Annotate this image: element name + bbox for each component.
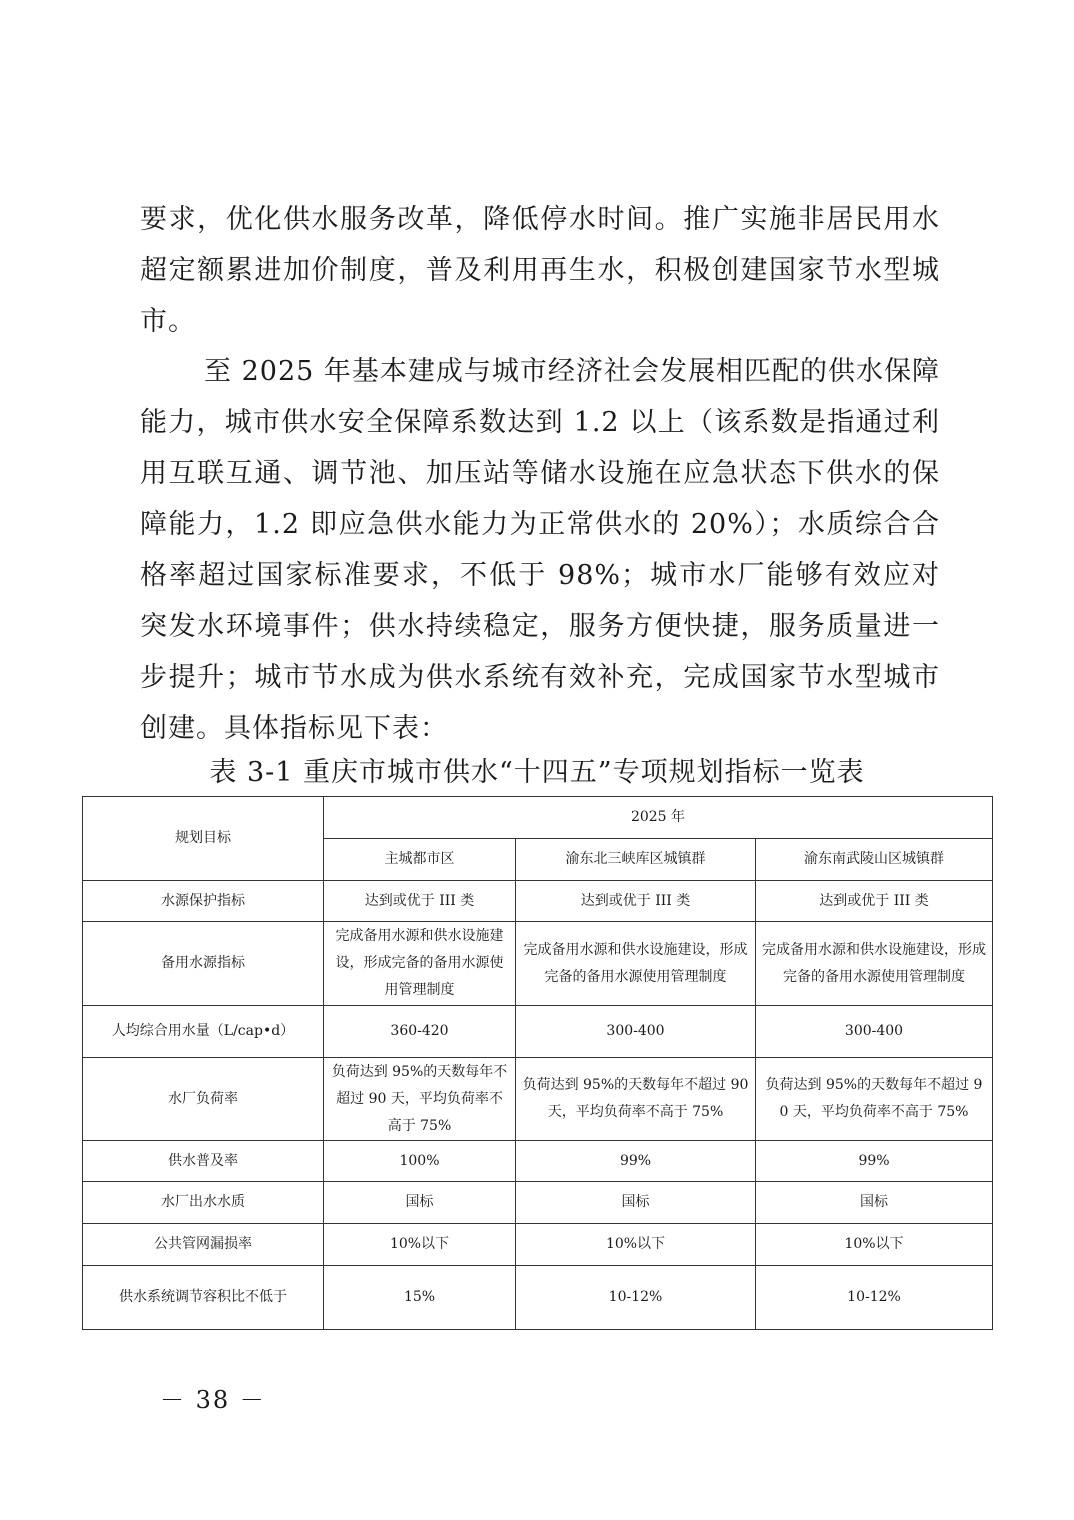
row-name-cell: 备用水源指标: [83, 922, 324, 1006]
row-value-cell: 10-12%: [756, 1266, 993, 1330]
region-header-cell: 渝东北三峡库区城镇群: [516, 839, 756, 881]
row-value-cell: 10-12%: [516, 1266, 756, 1330]
table-row: [83, 881, 993, 922]
table-row: [83, 1006, 993, 1058]
row-value-cell: 300-400: [516, 1006, 756, 1058]
table-row: [83, 1141, 993, 1182]
row-name-cell: 人均综合用水量（L/cap•d）: [83, 1006, 324, 1058]
header-year-cell: 2025 年: [324, 797, 993, 839]
table-header-row: [83, 797, 993, 839]
row-value-cell: 完成备用水源和供水设施建设，形成完备的备用水源使用管理制度: [756, 922, 993, 1006]
table-row: [83, 922, 993, 1006]
row-value-cell: 100%: [324, 1141, 516, 1182]
row-value-cell: 99%: [516, 1141, 756, 1182]
row-name-cell: 公共管网漏损率: [83, 1224, 324, 1266]
region-header-cell: 渝东南武陵山区城镇群: [756, 839, 993, 881]
row-value-cell: 负荷达到 95%的天数每年不超过 90 天，平均负荷率不高于 75%: [756, 1058, 993, 1141]
region-header-cell: 主城都市区: [324, 839, 516, 881]
row-value-cell: 达到或优于 III 类: [516, 881, 756, 922]
indicator-table: [82, 796, 993, 1330]
row-value-cell: 99%: [756, 1141, 993, 1182]
row-value-cell: 国标: [324, 1182, 516, 1224]
row-value-cell: 负荷达到 95%的天数每年不超过 90 天，平均负荷率不高于 75%: [324, 1058, 516, 1141]
row-value-cell: 完成备用水源和供水设施建设，形成完备的备用水源使用管理制度: [516, 922, 756, 1006]
row-value-cell: 达到或优于 III 类: [324, 881, 516, 922]
body-paragraph-1: 要求，优化供水服务改革，降低停水时间。推广实施非居民用水超定额累进加价制度，普及利用再生水，积极创建国家节水型城市。: [140, 204, 940, 337]
row-name-cell: 供水系统调节容积比不低于: [83, 1266, 324, 1330]
row-name-cell: 水厂负荷率: [83, 1058, 324, 1141]
table-caption: 表 3-1 重庆市城市供水“十四五”专项规划指标一览表: [209, 757, 865, 788]
body-paragraph-2: 至 2025 年基本建成与城市经济社会发展相匹配的供水保障能力，城市供水安全保障系数达到 1.2 以上（该系数是指通过利用互联互通、调节池、加压站等储水设施在应急状态下供水的保障能力，1.2 即应急供水能力为正常供水的 20%）；水质综合合格率超过国家标准要求，不低于 98%；城市水厂能够有效应对突发水环境事件；供水持续稳定，服务方便快捷，服务质量进一步提升；城市节水成为供水系统有效补充，完成国家节水型城市创建。具体指标见下表：: [140, 356, 940, 744]
header-target-cell: 规划目标: [83, 797, 324, 881]
row-value-cell: 10%以下: [756, 1224, 993, 1266]
row-name-cell: 水源保护指标: [83, 881, 324, 922]
row-value-cell: 完成备用水源和供水设施建设，形成完备的备用水源使用管理制度: [324, 922, 516, 1006]
table-row: [83, 1182, 993, 1224]
row-value-cell: 达到或优于 III 类: [756, 881, 993, 922]
row-value-cell: 10%以下: [324, 1224, 516, 1266]
table-row: [83, 1058, 993, 1141]
table-row: [83, 1266, 993, 1330]
row-value-cell: 360-420: [324, 1006, 516, 1058]
row-value-cell: 10%以下: [516, 1224, 756, 1266]
row-value-cell: 国标: [756, 1182, 993, 1224]
row-value-cell: 负荷达到 95%的天数每年不超过 90 天，平均负荷率不高于 75%: [516, 1058, 756, 1141]
row-value-cell: 300-400: [756, 1006, 993, 1058]
row-name-cell: 供水普及率: [83, 1141, 324, 1182]
page-number: － 38 －: [160, 1386, 266, 1414]
row-name-cell: 水厂出水水质: [83, 1182, 324, 1224]
row-value-cell: 15%: [324, 1266, 516, 1330]
row-value-cell: 国标: [516, 1182, 756, 1224]
table-row: [83, 1224, 993, 1266]
